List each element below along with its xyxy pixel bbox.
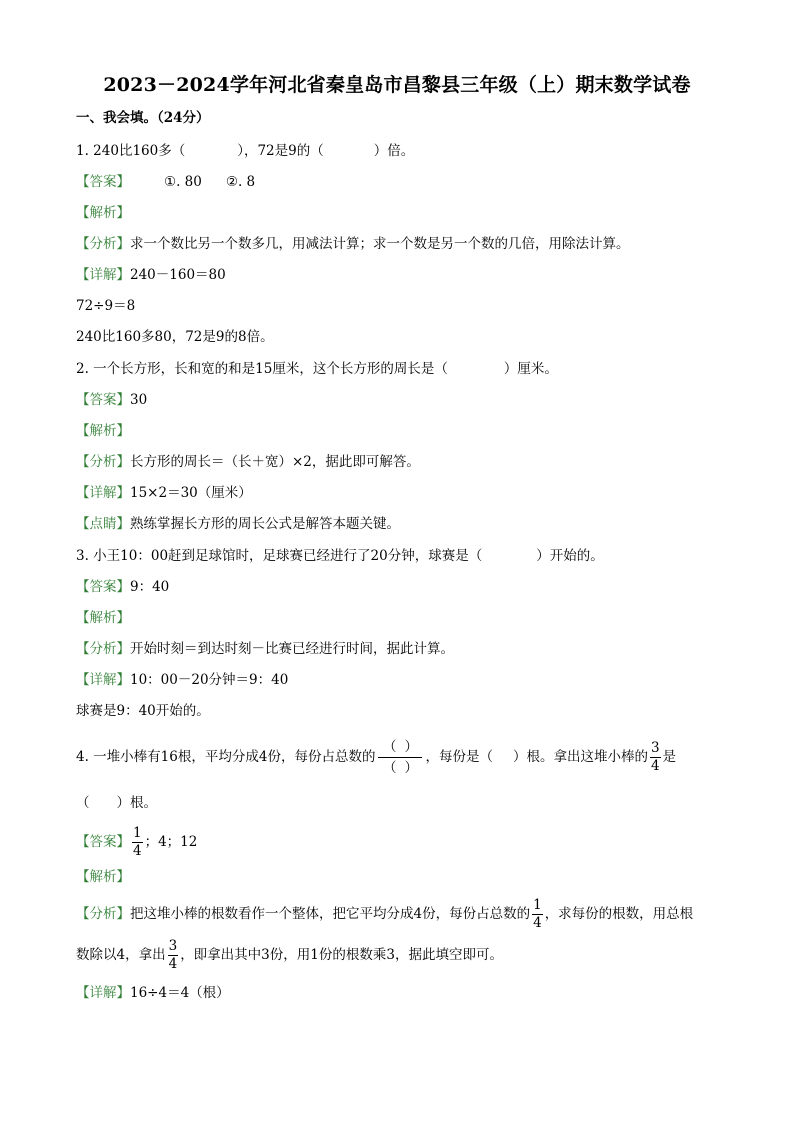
analysis-label-4: 【解析】 — [76, 869, 130, 885]
page-title: 2023－2024学年河北省秦皇岛市昌黎县三年级（上）期末数学试卷 — [103, 74, 691, 96]
detail-2: 【详解】15×2＝30（厘米） — [76, 485, 252, 501]
question-3: 3. 小王10：00赶到足球馆时，足球赛已经进行了20分钟，球赛是（ ）开始的。 — [76, 548, 604, 564]
fraction-three-quarters-2: $\frac{3}{4}$ — [168, 938, 178, 972]
detail-3: 【详解】10：00－20分钟＝9：40 — [76, 672, 289, 688]
fenxi-3: 【分析】开始时刻＝到达时刻－比赛已经进行时间，据此计算。 — [76, 641, 454, 657]
fraction-one-quarter: $\frac{1}{4}$ — [533, 897, 542, 931]
analysis-label-3: 【解析】 — [76, 610, 130, 626]
fraction-three-quarters: $\frac{3}{4}$ — [650, 740, 660, 774]
detail-4: 【详解】16÷4＝4（根） — [76, 985, 230, 1001]
detail-1-line2: 72÷9＝8 — [76, 298, 136, 314]
answer-4: 【答案】 $\frac{1}{4}$ ；4；12 — [76, 825, 198, 859]
analysis-label-1: 【解析】 — [76, 205, 130, 221]
fenxi-1: 【分析】求一个数比另一个数多几，用减法计算；求一个数是另一个数的几倍，用除法计算。 — [76, 236, 630, 252]
detail-1: 【详解】240－160＝80 — [76, 267, 226, 283]
detail-1-line3: 240比160多80，72是9的8倍。 — [76, 329, 274, 345]
question-2: 2. 一个长方形，长和宽的和是15厘米，这个长方形的周长是（ ）厘米。 — [76, 361, 558, 377]
answer-3: 【答案】9：40 — [76, 579, 170, 595]
section-heading: 一、我会填。（24分） — [76, 110, 210, 126]
fenxi-4-line2: 数除以4，拿出 $\frac{3}{4}$ ，即拿出其中3份，用1份的根数乘3，据此填空即可。 — [76, 938, 503, 972]
blank-fraction: （ ） （ ） — [378, 737, 422, 778]
point-2: 【点睛】熟练掌握长方形的周长公式是解答本题关键。 — [76, 516, 400, 532]
answer-1: 【答案】 ①. 80 ②. 8 — [76, 174, 256, 190]
fenxi-4: 【分析】把这堆小棒的根数看作一个整体，把它平均分成4份，每份占总数的 $\frac{1}{4}$ ，求每份的根数，用总根 — [76, 897, 694, 931]
detail-3-line2: 球赛是9：40开始的。 — [76, 703, 210, 719]
answer-fraction: $\frac{1}{4}$ — [133, 825, 142, 859]
fenxi-2: 【分析】长方形的周长＝（长＋宽）×2，据此即可解答。 — [76, 454, 420, 470]
question-1: 1. 240比160多（ ），72是9的（ ）倍。 — [76, 143, 415, 159]
question-4-line2: （ ）根。 — [76, 795, 157, 811]
analysis-label-2: 【解析】 — [76, 423, 130, 439]
question-4: 4. 一堆小棒有16根，平均分成4份，每份占总数的 （ ） （ ） ，每份是（ ）根。拿出这堆小棒的 $\frac{3}{4}$ 是 — [76, 739, 677, 776]
answer-2: 【答案】30 — [76, 392, 148, 408]
